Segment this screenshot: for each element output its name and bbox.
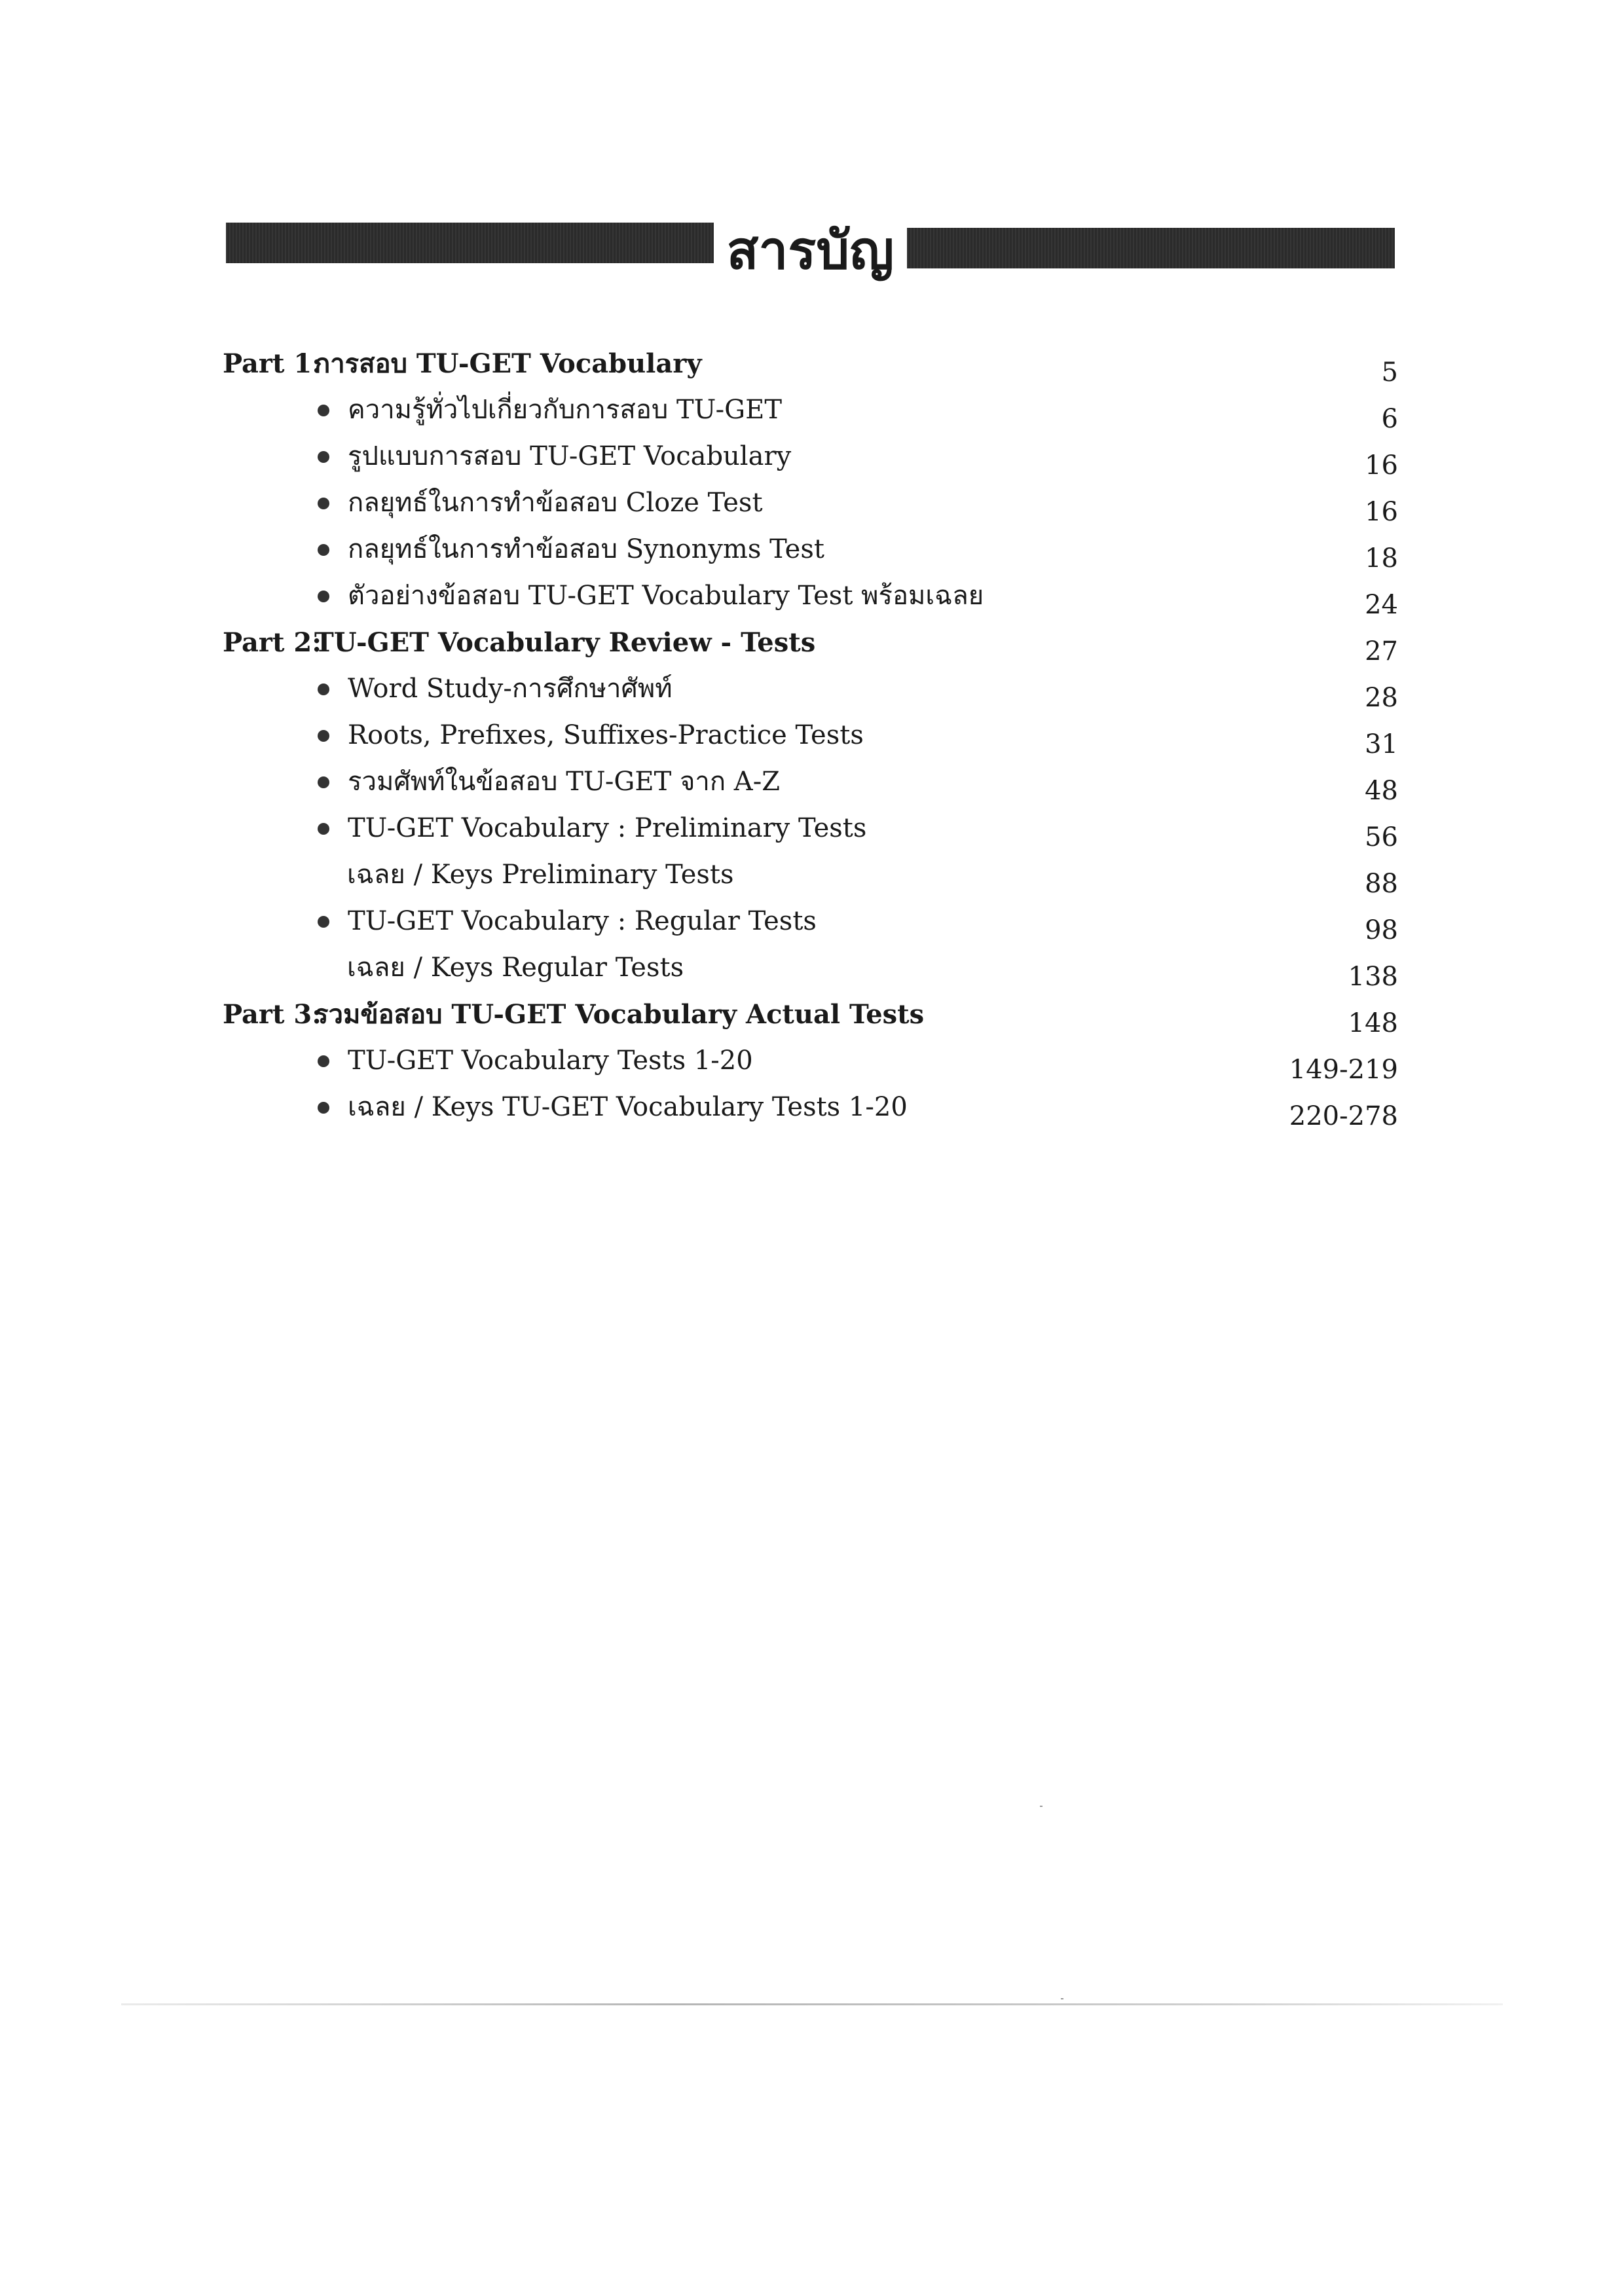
toc-page-number: 5: [1381, 357, 1398, 388]
toc-part-number: Part 2:: [223, 627, 322, 658]
bullet-icon: [318, 544, 329, 556]
toc-part-number: Part 1:: [223, 348, 322, 379]
toc-entry-text: การสอบ TU-GET Vocabulary: [314, 348, 702, 379]
toc-page-number: 48: [1365, 776, 1398, 806]
toc-entry-label: [318, 526, 824, 573]
toc-subitem-row: [223, 945, 1398, 991]
toc-page-number: 6: [1381, 404, 1398, 434]
toc-entry-text: TU-GET Vocabulary : Preliminary Tests: [348, 813, 867, 843]
toc-item-row: [223, 666, 1398, 712]
toc-page-number: 27: [1365, 636, 1398, 666]
toc-entry-label: [318, 387, 782, 433]
scan-speck: [1040, 1806, 1043, 1807]
toc-entry-text: ตัวอย่างข้อสอบ TU-GET Vocabulary Test พร้อมเฉลย: [348, 581, 984, 611]
toc-subitem-row: [223, 852, 1398, 898]
toc-entry-label: [318, 666, 673, 712]
toc-page-number: 148: [1348, 1008, 1398, 1038]
toc-entry-text: ความรู้ทั่วไปเกี่ยวกับการสอบ TU-GET: [348, 395, 783, 425]
toc-entry-label: [318, 1084, 908, 1131]
bullet-icon: [318, 683, 329, 695]
toc-entry-label: [318, 898, 817, 945]
toc-entry-label: [318, 573, 984, 619]
toc-page-number: 18: [1365, 543, 1398, 574]
toc-entry-label: [318, 712, 864, 759]
toc-entry-text: TU-GET Vocabulary Tests 1-20: [348, 1046, 753, 1076]
toc-entry-label: [318, 1038, 753, 1084]
toc-part-number: Part 3:: [223, 999, 322, 1030]
toc-item-row: [223, 526, 1398, 573]
toc-entry-text: รวมศัพท์ในข้อสอบ TU-GET จาก A-Z: [348, 767, 780, 797]
toc-part-row: [223, 619, 1398, 666]
toc-entry-label: [347, 852, 734, 898]
toc-page-number: 149-219: [1289, 1055, 1398, 1085]
toc-entry-label: [318, 759, 780, 805]
toc-entry-text: TU-GET Vocabulary : Regular Tests: [348, 906, 817, 936]
toc-entry-text: เฉลย / Keys TU-GET Vocabulary Tests 1-20: [348, 1092, 908, 1122]
toc-item-row: [223, 712, 1398, 759]
toc-entry-label: [223, 340, 702, 387]
toc-item-row: [223, 759, 1398, 805]
toc-page-number: 24: [1365, 590, 1398, 620]
toc-entry-text: เฉลย / Keys Preliminary Tests: [347, 860, 734, 890]
bullet-icon: [318, 451, 329, 463]
toc-page-number: 88: [1365, 869, 1398, 899]
toc-entry-text: กลยุทธ์ในการทำข้อสอบ Cloze Test: [348, 488, 763, 518]
toc-item-row: [223, 805, 1398, 852]
page-title: สารบัญ: [726, 220, 895, 281]
toc-page-number: 98: [1365, 915, 1398, 945]
toc-page-number: 16: [1365, 450, 1398, 481]
toc-part-row: [223, 991, 1398, 1038]
toc-entry-text: เฉลย / Keys Regular Tests: [347, 953, 684, 983]
title-bar-right: [907, 228, 1395, 268]
toc-item-row: [223, 480, 1398, 526]
toc-item-row: [223, 387, 1398, 433]
bullet-icon: [318, 730, 329, 742]
toc-item-row: [223, 1084, 1398, 1131]
toc-entry-text: Roots, Prefixes, Suffixes-Practice Tests: [348, 720, 864, 750]
title-banner: [226, 208, 1395, 293]
toc-part-row: [223, 340, 1398, 387]
bullet-icon: [318, 823, 329, 835]
toc-entry-text: กลยุทธ์ในการทำข้อสอบ Synonyms Test: [348, 534, 824, 564]
toc-page-number: 56: [1365, 822, 1398, 852]
toc-entry-text: รวมข้อสอบ TU-GET Vocabulary Actual Tests: [314, 999, 925, 1030]
toc-entry-label: [318, 805, 866, 852]
toc-item-row: [223, 898, 1398, 945]
bullet-icon: [318, 1102, 329, 1114]
toc-entry-text: TU-GET Vocabulary Review - Tests: [314, 627, 816, 658]
toc-page-number: 31: [1365, 729, 1398, 759]
toc-item-row: [223, 573, 1398, 619]
bottom-rule: [121, 2003, 1503, 2005]
toc-page-number: 138: [1348, 962, 1398, 992]
bullet-icon: [318, 405, 329, 416]
toc-entry-label: [223, 991, 924, 1038]
title-bar-left: [226, 223, 714, 263]
toc-item-row: [223, 433, 1398, 480]
bullet-icon: [318, 591, 329, 602]
toc-entry-label: [347, 945, 684, 991]
toc-item-row: [223, 1038, 1398, 1084]
toc-entry-text: รูปแบบการสอบ TU-GET Vocabulary: [348, 441, 792, 471]
bullet-icon: [318, 776, 329, 788]
toc-entry-label: [318, 480, 763, 526]
toc-entry-label: [318, 433, 791, 480]
toc-page-number: 220-278: [1289, 1101, 1398, 1131]
toc-page-number: 16: [1365, 497, 1398, 527]
toc-entry-label: [223, 619, 815, 666]
bullet-icon: [318, 1055, 329, 1067]
scan-speck: [1061, 1998, 1063, 1999]
toc-page-number: 28: [1365, 683, 1398, 713]
toc-entry-text: Word Study-การศึกษาศัพท์: [348, 674, 673, 704]
bullet-icon: [318, 916, 329, 928]
table-of-contents: [223, 340, 1398, 1131]
bullet-icon: [318, 498, 329, 509]
